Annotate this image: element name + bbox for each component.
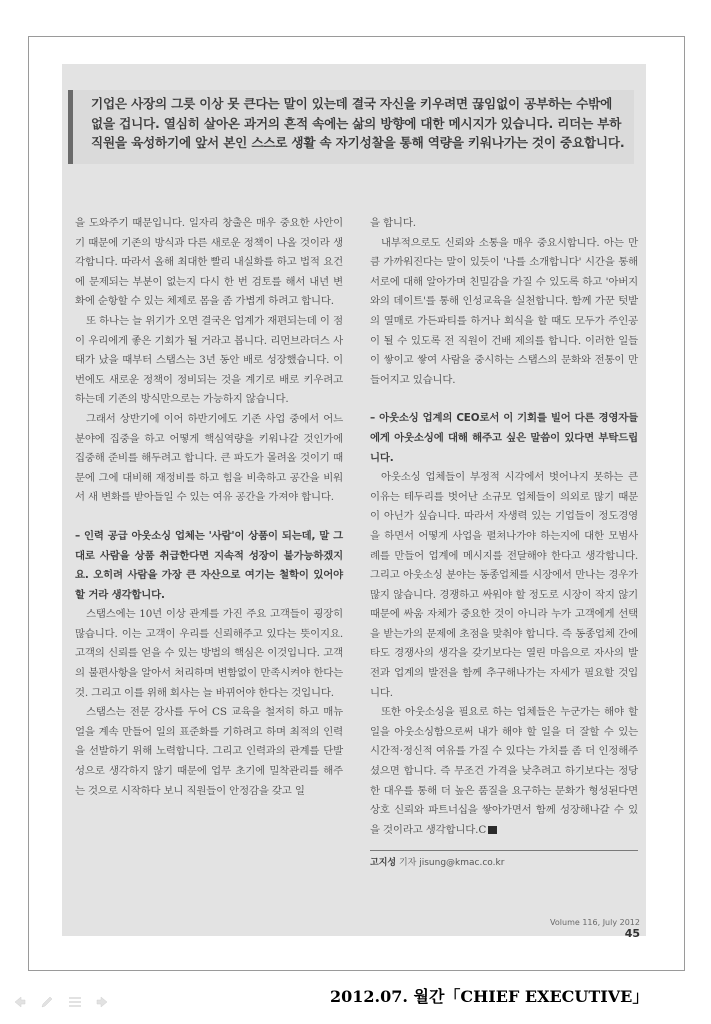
interview-question: – 아웃소싱 업계의 CEO로서 이 기회를 빌어 다른 경영자들에게 아웃소싱에 대해 해주고 싶은 말씀이 있다면 부탁드립니다. [370, 412, 638, 464]
pen-icon[interactable] [38, 993, 56, 1011]
end-mark-letter: C [478, 823, 487, 836]
prev-arrow-icon[interactable] [10, 993, 28, 1011]
paragraph: 을 합니다. [370, 217, 416, 229]
menu-icon[interactable] [66, 993, 84, 1011]
paragraph [370, 703, 638, 840]
folio-page-number: 45 [624, 927, 640, 940]
paragraph: 아웃소싱 업체들이 부정적 시각에서 벗어나지 못하는 큰 이유는 테두리를 벗어난 소규모 업체들이 의외로 많기 때문이 아닌가 싶습니다. 따라서 자생력 있는 기업들이 정도경영을 하면서 어떻게 사업을 펼쳐나가야 하는지에 대한 모범사례를 만들어 업계에 메시지를 전달해야 한다고 생각합니다. 그리고 아웃소싱 분야는 동종업체를 시장에서 만나는 경우가 많지 않습니다. 경쟁하고 싸워야 할 정도로 시장이 작지 않기 때문에 싸움 자체가 중요한 것이 아니라 누가 고객에게 선택을 받는가의 문제에 초점을 맞춰야 합니다. 즉 동종업체 간에 타도 경쟁사의 생각을 갖기보다는 열린 마음으로 자사의 발전과 업계의 발전을 함께 추구해나가는 자세가 필요할 것입니다. [370, 471, 638, 699]
source-caption: 2012.07. 월간「CHIEF EXECUTIVE」 [330, 987, 649, 1006]
article-column-right [370, 214, 638, 840]
paragraph: 내부적으로도 신뢰와 소통을 매우 중요시합니다. 아는 만큼 가까워진다는 말이 있듯이 '나를 소개합니다' 시간을 통해 서로에 대해 알아가며 친밀감을 가질 수 있도록 하고 '아버지와의 데이트'를 통해 인성교육을 실천합니다. 함께 가꾼 텃밭의 열매로 가든파티를 하거나 회식을 할 때도 모두가 주인공이 될 수 있도록 전 직원이 건배 제의를 합니다. 이러한 일들이 쌓이고 쌓여 사람을 중시하는 스탭스의 문화와 전통이 만들어지고 있습니다. [370, 236, 638, 386]
interview-question: – 인력 공급 아웃소싱 업체는 '사람'이 상품이 되는데, 말 그대로 사람을 상품 취급한다면 지속적 성장이 불가능하겠지요. 오히려 사람을 가장 큰 자산으로 여기는 철학이 있어야 할 거라 생각합니다. [75, 529, 343, 601]
byline-role: 기자 [398, 858, 417, 868]
paragraph-text: 또한 아웃소싱을 필요로 하는 업체들은 누군가는 해야 할 일을 아웃소싱함으로써 내가 해야 할 일을 더 잘할 수 있는 시간적·정신적 여유를 가질 수 있다는 가치를 좀 더 인정해주셨으면 합니다. 즉 무조건 가격을 낮추려고 하기보다는 정당한 대우를 통해 더 높은 품질을 요구하는 문화가 형성된다면 상호 신뢰와 파트너십을 쌓아가면서 함께 성장해나갈 수 있을 것이라고 생각합니다. [370, 706, 638, 836]
byline [370, 850, 638, 868]
end-mark-icon [488, 826, 497, 834]
byline-email: jisung@kmac.co.kr [419, 858, 505, 868]
paragraph: 을 도와주기 때문입니다. 일자리 창출은 매우 중요한 사안이기 때문에 기존의 방식과 다른 새로운 정책이 나올 것이라 생각합니다. 따라서 올해 최대한 빨리 내실화를 하고 법적 요건에 문제되는 부분이 없는지 다시 한 번 검토를 해서 내년 변화에 순항할 수 있는 체제로 몸을 좀 가볍게 하려고 합니다. [75, 217, 343, 308]
page-folio [540, 918, 640, 940]
paragraph: 스탭스는 전문 강사를 두어 CS 교육을 철저히 하고 매뉴얼을 계속 만들어 일의 표준화를 기하려고 하며 최적의 인력을 선발하기 위해 노력합니다. 그리고 인력과의 관계를 단발성으로 생각하지 않기 때문에 업무 초기에 밀착관리를 해주는 것으로 시작하다 보니 직원들이 안정감을 갖고 일 [75, 706, 343, 797]
byline-name: 고지성 [370, 858, 397, 868]
paragraph: 스탭스에는 10년 이상 관계를 가진 주요 고객들이 굉장히 많습니다. 이는 고객이 우리를 신뢰해주고 있다는 뜻이지요. 고객의 신뢰를 얻을 수 있는 방법의 핵심은 이것입니다. 고객의 불편사항을 알아서 처리하며 변함없이 만족시켜야 한다는 것. 그리고 이를 위해 회사는 늘 바뀌어야 한다는 것입니다. [75, 608, 343, 699]
next-arrow-icon[interactable] [94, 993, 112, 1011]
article-column-left [75, 214, 343, 801]
folio-volume: Volume 116, July 2012 [550, 918, 640, 927]
viewer-controls [10, 992, 112, 1012]
pull-quote: 기업은 사장의 그릇 이상 못 큰다는 말이 있는데 결국 자신을 키우려면 끊임없이 공부하는 수밖에 없을 겁니다. 열심히 살아온 과거의 흔적 속에는 삶의 방향에 대한 메시지가 있습니다. 리더는 부하 직원을 육성하기에 앞서 본인 스스로 생활 속 자기성찰을 통해 역량을 키워나가는 것이 중요합니다. [68, 90, 634, 164]
paragraph: 그래서 상반기에 이어 하반기에도 기존 사업 중에서 어느 분야에 집중을 하고 어떻게 핵심역량을 키워나갈 것인가에 집중해 준비를 해두려고 합니다. 큰 파도가 몰려올 것이기 때문에 그에 대비해 재정비를 하고 힘을 비축하고 공간을 비워서 새 변화를 받아들일 수 있는 여유 공간을 가져야 합니다. [75, 412, 343, 504]
paragraph: 또 하나는 늘 위기가 오면 결국은 업계가 재편되는데 이 점이 우리에게 좋은 기회가 될 거라고 봅니다. 리먼브라더스 사태가 났을 때부터 스탭스는 3년 동안 배로 성장했습니다. 이번에도 새로운 정책이 정비되는 것을 계기로 배로 키우려고 하는데 기존의 방식만으로는 가능하지 않습니다. [75, 314, 343, 406]
